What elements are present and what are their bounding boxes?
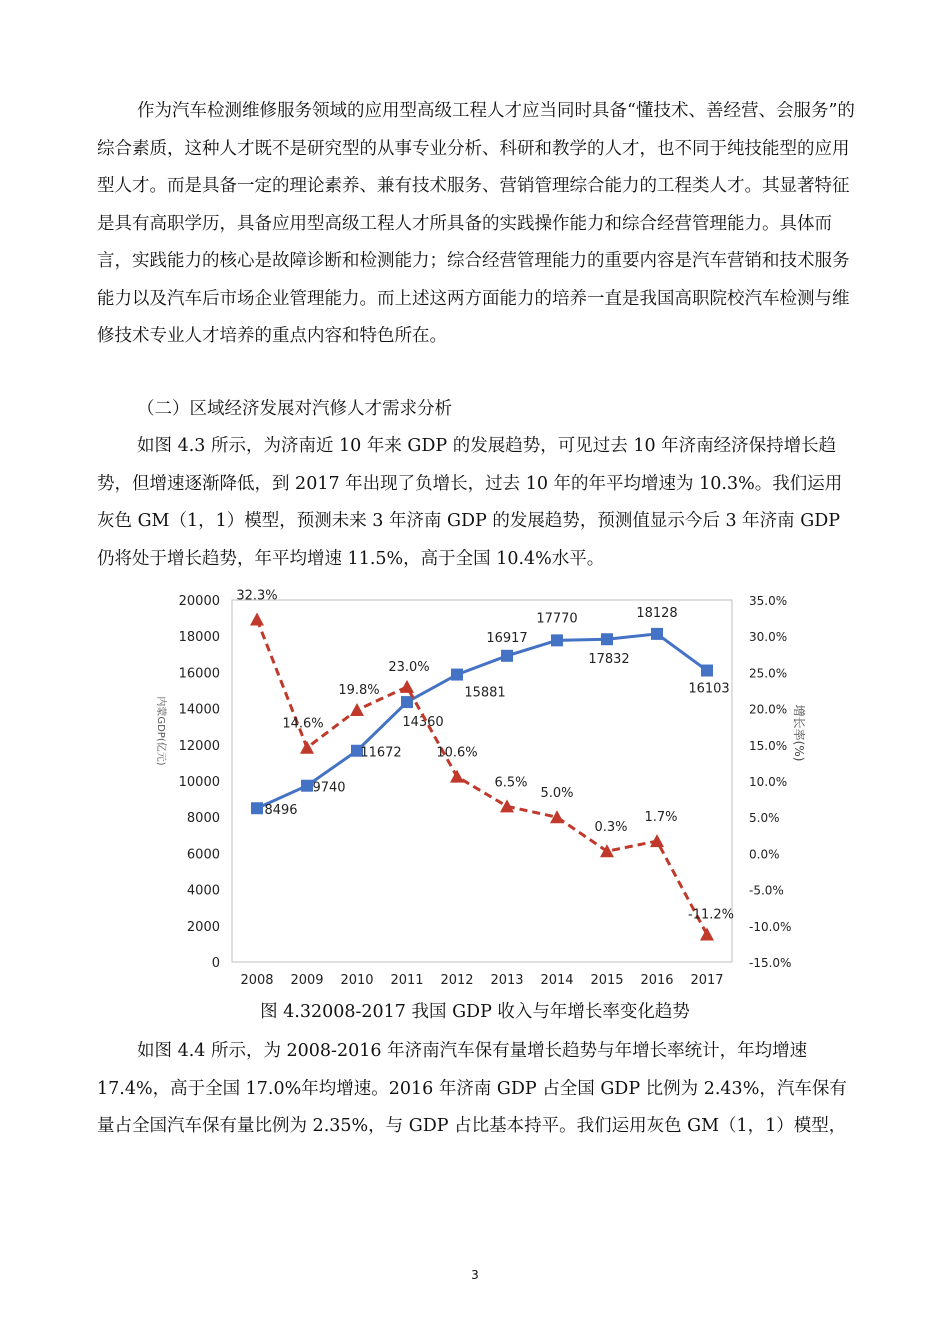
y-right-tick-label: 20.0% (749, 702, 788, 717)
growth-marker (350, 703, 364, 716)
gdp-growth-chart (140, 585, 820, 995)
growth-data-label: -11.2% (688, 907, 734, 923)
growth-data-label: 0.3% (594, 820, 628, 836)
gdp-data-label: 8496 (264, 803, 298, 819)
x-tick-label: 2011 (390, 973, 424, 988)
gdp-data-label: 17832 (588, 652, 630, 668)
y-right-tick-label: 0.0% (749, 847, 780, 862)
y-left-axis-title: 内蒙GDP(亿元) (155, 696, 166, 766)
y-right-tick-label: 10.0% (749, 775, 788, 789)
y-right-tick-label: -15.0% (749, 956, 792, 970)
y-left-tick-label: 4000 (186, 883, 220, 899)
y-left-tick-label: 16000 (178, 666, 220, 682)
paragraph-intro: 作为汽车检测维修服务领域的应用型高级工程人才应当同时具备“懂技术、善经营、会服务”的综合素质，这种人才既不是研究型的从事专业分析、科研和教学的人才，也不同于纯技能型的应用型人才。而是具备一定的理论素养、兼有技术服务、营销管理综合能力的工程类人才。其显著特征是具有高职学历，具备应用型高级工程人才所具备的实践操作能力和综合经营管理能力。具体而言，实践能力的核心是故障诊断和检测能力；综合经营管理能力的重要内容是汽车营销和技术服务能力以及汽车后市场企业管理能力。而上述这两方面能力的培养一直是我国高职院校汽车检测与维修技术专业人才培养的重点内容和特色所在。 (97, 101, 855, 346)
y-right-tick-label: 5.0% (749, 811, 780, 826)
growth-data-label: 32.3% (236, 588, 278, 604)
y-right-tick-label: 25.0% (749, 666, 788, 681)
y-left-tick-label: 2000 (186, 919, 220, 935)
gdp-data-label: 16917 (486, 630, 528, 646)
x-tick-label: 2008 (240, 973, 274, 988)
gdp-data-label: 14360 (402, 715, 444, 731)
section-heading: （二）区域经济发展对汽修人才需求分析 (137, 399, 452, 419)
y-right-tick-label: 35.0% (749, 594, 788, 608)
growth-marker (700, 927, 714, 940)
y-right-tick-label: -5.0% (749, 883, 784, 898)
gdp-marker (651, 628, 663, 640)
gdp-marker (301, 780, 313, 792)
gdp-marker (601, 633, 613, 645)
gdp-data-label: 9740 (312, 780, 346, 796)
growth-data-label: 14.6% (282, 716, 324, 732)
x-tick-label: 2015 (590, 973, 624, 988)
growth-marker (450, 770, 464, 783)
gdp-data-label: 17770 (536, 611, 578, 627)
gdp-data-label: 16103 (688, 681, 730, 697)
growth-data-label: 5.0% (540, 786, 574, 802)
growth-data-label: 10.6% (436, 745, 478, 761)
y-left-tick-label: 8000 (186, 811, 220, 827)
gdp-data-label: 15881 (464, 685, 506, 701)
y-left-tick-label: 0 (211, 956, 220, 971)
growth-marker (500, 799, 514, 812)
paragraph-vehicles: 如图 4.4 所示，为 2008-2016 年济南汽车保有量增长趋势与年增长率统计，年均增速 17.4%，高于全国 17.0%年均增速。2016 年济南 GDP 占全国 GDP 比例为 2.43%，汽车保有量占全国汽车保有量比例为 2.35%，与 GDP 占比基本持平。我们运用灰色 GM（1，1）模型， (97, 1041, 847, 1136)
x-tick-label: 2014 (540, 973, 574, 988)
x-tick-label: 2010 (340, 973, 374, 988)
y-right-axis-title: 增长率(%) (792, 704, 806, 762)
page-number: 3 (471, 1268, 479, 1282)
gdp-data-label: 11672 (360, 745, 402, 761)
growth-data-label: 1.7% (644, 810, 678, 826)
gdp-marker (701, 665, 713, 677)
y-right-tick-label: 15.0% (749, 738, 788, 753)
gdp-marker (251, 802, 263, 814)
y-left-tick-label: 14000 (178, 702, 220, 718)
gdp-marker (401, 696, 413, 708)
growth-data-label: 6.5% (494, 775, 528, 791)
paragraph-gdp: 如图 4.3 所示，为济南近 10 年来 GDP 的发展趋势，可见过去 10 年济南经济保持增长趋势，但增速逐渐降低，到 2017 年出现了负增长，过去 10 年的年平均增速为 10.3%。我们运用灰色 GM（1，1）模型，预测未来 3 年济南 GDP 的发展趋势，预测值显示今后 3 年济南 GDP 仍将处于增长趋势，年平均增速 11.5%，高于全国 10.4%水平。 (97, 436, 843, 569)
x-tick-label: 2017 (690, 973, 724, 988)
gdp-data-label: 18128 (636, 605, 678, 621)
y-right-tick-label: 30.0% (749, 630, 788, 645)
gdp-marker (501, 650, 513, 662)
y-left-tick-label: 20000 (178, 594, 220, 609)
gdp-marker (451, 669, 463, 681)
x-tick-label: 2013 (490, 973, 524, 988)
y-left-tick-label: 10000 (178, 775, 220, 790)
x-tick-label: 2012 (440, 973, 474, 988)
figure-caption: 图 4.32008-2017 我国 GDP 收入与年增长率变化趋势 (260, 1002, 690, 1022)
y-left-tick-label: 18000 (178, 630, 220, 646)
growth-series-line (257, 620, 707, 935)
growth-data-label: 19.8% (338, 683, 380, 699)
growth-marker (400, 680, 414, 693)
gdp-marker (551, 634, 563, 646)
y-left-tick-label: 6000 (186, 847, 220, 863)
x-tick-label: 2016 (640, 973, 674, 988)
chart-svg (140, 585, 820, 995)
growth-marker (250, 613, 264, 626)
y-left-tick-label: 12000 (178, 738, 220, 754)
y-right-tick-label: -10.0% (749, 919, 792, 934)
growth-data-label: 23.0% (388, 659, 430, 675)
x-tick-label: 2009 (290, 973, 324, 988)
